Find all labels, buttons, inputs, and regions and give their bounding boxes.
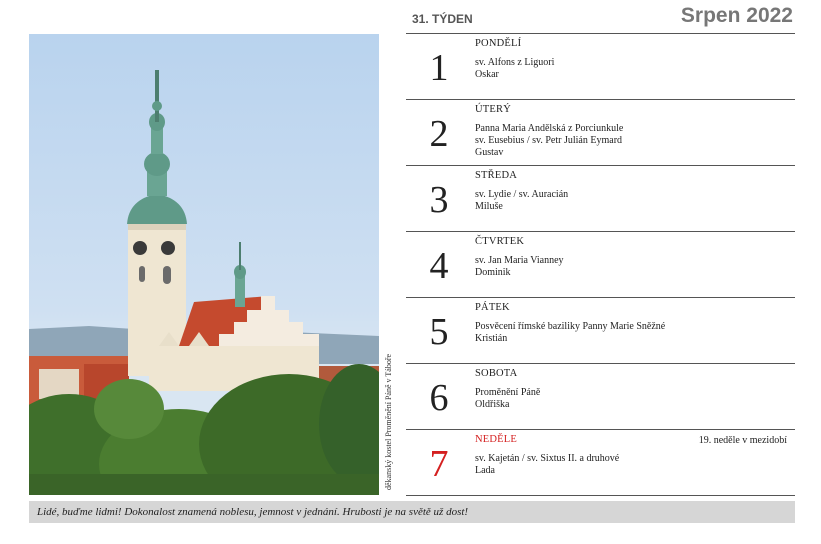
day-feast: Posvěcení římské baziliky Panny Marie Sněžné — [475, 321, 666, 332]
day-saint: sv. Kajetán / sv. Sixtus II. a druhové — [475, 453, 620, 464]
day-name: ČTVRTEK — [475, 236, 525, 247]
day-number: 2 — [429, 113, 449, 155]
photo-caption-text: děkanský kostel Proměnění Páně v Táboře — [384, 353, 393, 490]
month-title: Srpen 2022 — [680, 4, 793, 27]
day-name: PONDĚLÍ — [475, 38, 522, 49]
day-number: 7 — [429, 443, 449, 485]
day-nameday: Gustav — [475, 147, 504, 158]
day-name: STŘEDA — [475, 170, 518, 181]
liturgical-note: 19. neděle v mezidobí — [698, 435, 787, 446]
day-name: PÁTEK — [475, 302, 510, 313]
day-nameday: Dominik — [475, 267, 511, 278]
day-name: NEDĚLE — [475, 434, 518, 445]
day-name: ÚTERÝ — [475, 104, 511, 115]
quote-banner: Lidé, buďme lidmi! Dokonalost znamená noblesu, jemnost v jednání. Hrubosti je na světě už dost! — [29, 501, 795, 523]
day-row-sunday — [406, 429, 795, 496]
day-number: 5 — [429, 311, 449, 353]
day-number: 6 — [429, 377, 449, 419]
day-row-wednesday — [406, 165, 795, 231]
day-row-saturday — [406, 363, 795, 429]
day-feast: Panna Maria Andělská z Porciunkule — [475, 123, 624, 134]
day-feast: Proměnění Páně — [475, 387, 541, 398]
day-saint: sv. Alfons z Liguori — [475, 57, 555, 68]
day-row-thursday — [406, 231, 795, 297]
day-nameday: Miluše — [475, 201, 503, 212]
day-list — [406, 33, 795, 496]
day-nameday: Kristián — [475, 333, 508, 344]
day-nameday: Lada — [475, 465, 495, 476]
day-number: 4 — [429, 245, 449, 287]
photo-caption — [378, 340, 404, 495]
day-number: 3 — [429, 179, 449, 221]
day-saint: sv. Lydie / sv. Auracián — [475, 189, 569, 200]
day-saint: sv. Eusebius / sv. Petr Julián Eymard — [475, 135, 623, 146]
day-saint: sv. Jan Maria Vianney — [475, 255, 564, 266]
day-nameday: Oldřiška — [475, 399, 510, 410]
day-row-friday — [406, 297, 795, 363]
day-name: SOBOTA — [475, 368, 518, 379]
day-nameday: Oskar — [475, 69, 499, 80]
church-photo — [29, 34, 379, 495]
day-row-monday — [406, 33, 795, 99]
day-row-tuesday — [406, 99, 795, 165]
day-number: 1 — [429, 47, 449, 89]
week-label: 31. TÝDEN — [412, 12, 473, 26]
